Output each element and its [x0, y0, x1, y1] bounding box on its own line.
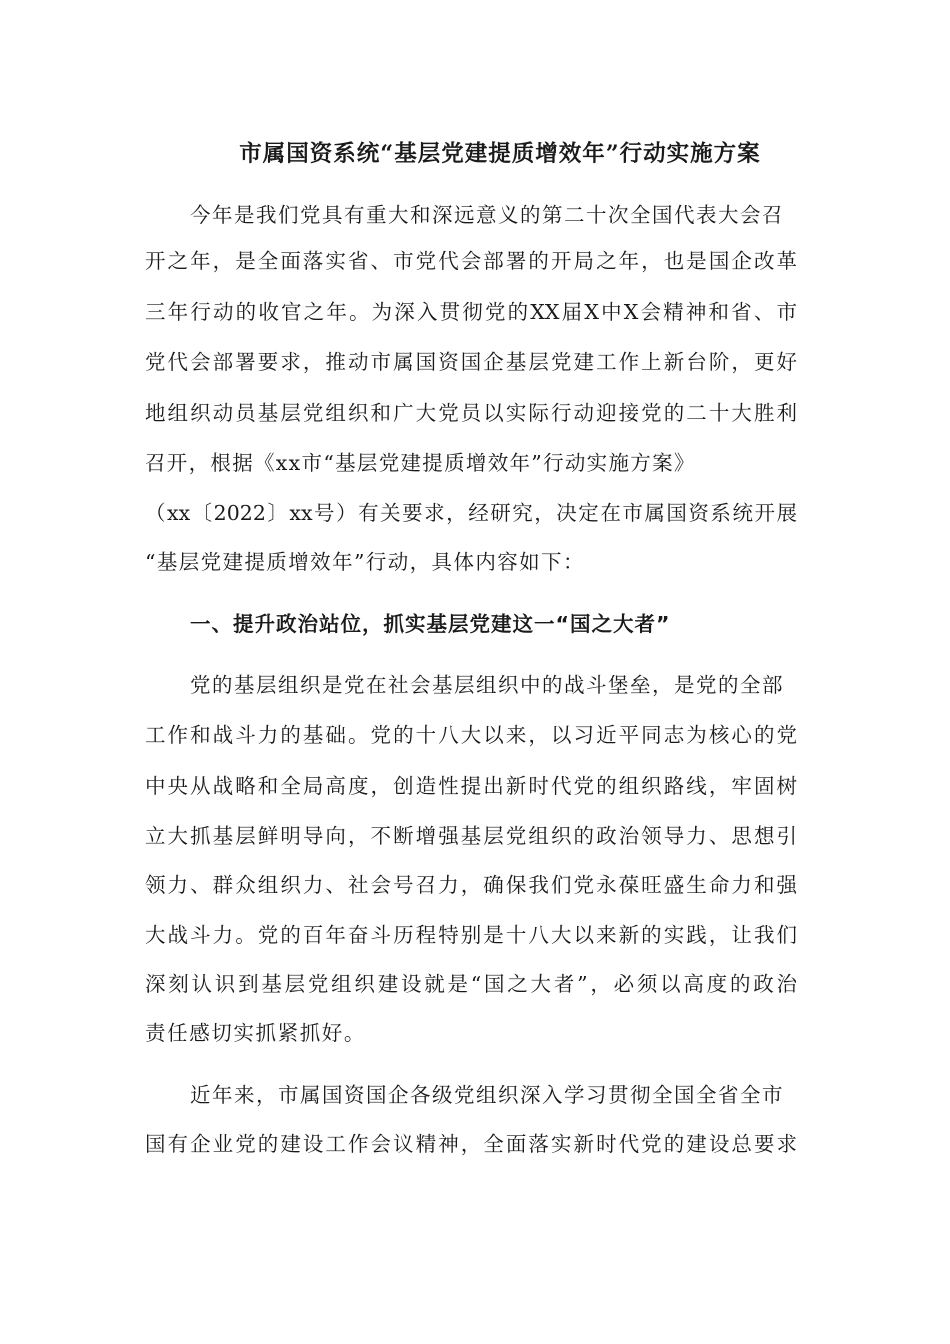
paragraph-line: 工作和战斗力的基础。党的十八大以来，以习近平同志为核心的党	[145, 723, 797, 747]
paragraph-line: 立大抓基层鲜明导向，不断增强基层党组织的政治领导力、思想引	[145, 824, 797, 848]
paragraph-line: 党的基层组织是党在社会基层组织中的战斗堡垒，是党的全部	[190, 673, 784, 697]
intro-line: 今年是我们党具有重大和深远意义的第二十次全国代表大会召	[190, 203, 784, 227]
section-heading: 一、提升政治站位，抓实基层党建这一“国之大者”	[190, 612, 671, 636]
intro-line: 地组织动员基层党组织和广大党员以实际行动迎接党的二十大胜利	[145, 401, 797, 425]
intro-line: 开之年，是全面落实省、市党代会部署的开局之年，也是国企改革	[145, 249, 797, 273]
paragraph-line: 大战斗力。党的百年奋斗历程特别是十八大以来新的实践，让我们	[145, 923, 797, 947]
paragraph-line: 国有企业党的建设工作会议精神，全面落实新时代党的建设总要求	[145, 1132, 797, 1156]
paragraph-line: 深刻认识到基层党组织建设就是“国之大者”，必须以高度的政治	[145, 972, 797, 996]
intro-line: 三年行动的收官之年。为深入贯彻党的XX届X中X会精神和省、市	[145, 300, 797, 324]
intro-line: 召开，根据《xx市“基层党建提质增效年”行动实施方案》	[145, 451, 696, 475]
paragraph-line: 责任感切实抓紧抓好。	[145, 1021, 366, 1045]
document-title: 市属国资系统“基层党建提质增效年”行动实施方案	[239, 141, 761, 167]
intro-line: “基层党建提质增效年”行动，具体内容如下：	[145, 550, 585, 574]
paragraph-line: 领力、群众组织力、社会号召力，确保我们党永葆旺盛生命力和强	[145, 873, 797, 897]
paragraph-line: 中央从战略和全局高度，创造性提出新时代党的组织路线，牢固树	[145, 774, 797, 798]
intro-line: （xx〔2022〕xx号）有关要求，经研究，决定在市属国资系统开展	[145, 501, 797, 525]
intro-line: 党代会部署要求，推动市属国资国企基层党建工作上新台阶，更好	[145, 350, 797, 374]
paragraph-line: 近年来，市属国资国企各级党组织深入学习贯彻全国全省全市	[190, 1083, 784, 1107]
